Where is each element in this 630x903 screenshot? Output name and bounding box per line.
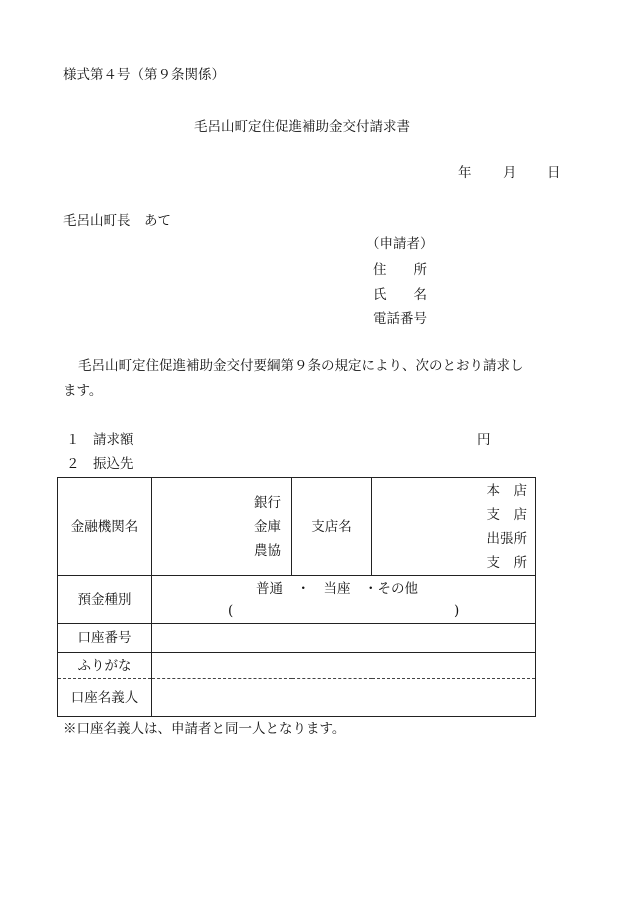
account-holder-label: 口座名義人 <box>58 679 152 717</box>
item-1-unit: 円 <box>477 432 491 448</box>
form-number: 様式第４号（第９条関係） <box>63 67 225 83</box>
item-1-label: １ 請求額 <box>66 432 134 448</box>
branch-label: 支店名 <box>292 478 372 576</box>
addressee: 毛呂山町長 あて <box>63 213 171 229</box>
furigana-label: ふりがな <box>58 653 152 679</box>
applicant-name-label: 氏 名 <box>373 287 427 303</box>
branch-type-sub-branch: 支 所 <box>486 554 527 571</box>
deposit-type-cell[interactable] <box>152 576 536 624</box>
institution-type-cell[interactable] <box>152 478 292 576</box>
branch-type-head-office: 本 店 <box>486 482 527 499</box>
institution-type-nokyo: 農協 <box>254 542 281 559</box>
institution-type-shinkin: 金庫 <box>254 518 281 535</box>
body-text-line-1: 毛呂山町定住促進補助金交付要綱第９条の規定により、次のとおり請求し <box>78 358 524 374</box>
account-number-field[interactable] <box>152 624 536 653</box>
deposit-other-paren-close: ) <box>454 602 460 619</box>
institution-label: 金融機関名 <box>58 478 152 576</box>
date-day: 日 <box>547 165 561 181</box>
item-2-label: ２ 振込先 <box>66 456 134 472</box>
date-year: 年 <box>458 165 472 181</box>
deposit-type-row <box>58 576 536 624</box>
deposit-type-label: 預金種別 <box>58 576 152 624</box>
account-holder-field[interactable] <box>152 679 536 717</box>
branch-type-cell[interactable] <box>372 478 536 576</box>
footnote: ※口座名義人は、申請者と同一人となります。 <box>63 721 346 737</box>
applicant-address-label: 住 所 <box>373 262 427 278</box>
branch-type-branch: 支 店 <box>486 506 527 523</box>
applicant-phone-label: 電話番号 <box>373 311 427 327</box>
branch-type-sub-office: 出張所 <box>486 530 527 547</box>
account-number-row <box>58 624 536 653</box>
document-title: 毛呂山町定住促進補助金交付請求書 <box>194 119 410 135</box>
furigana-field[interactable] <box>152 653 536 679</box>
deposit-other-paren-open: ( <box>228 602 234 619</box>
deposit-options: 普通 ・ 当座 ・その他 <box>256 580 418 597</box>
bank-transfer-table <box>57 477 536 717</box>
account-number-label: 口座番号 <box>58 624 152 653</box>
date-month: 月 <box>503 165 517 181</box>
furigana-row <box>58 653 536 679</box>
applicant-heading: （申請者） <box>366 236 434 252</box>
account-holder-row <box>58 679 536 717</box>
institution-type-bank: 銀行 <box>254 494 281 511</box>
body-text-line-2: ます。 <box>63 383 103 399</box>
institution-row <box>58 478 536 576</box>
